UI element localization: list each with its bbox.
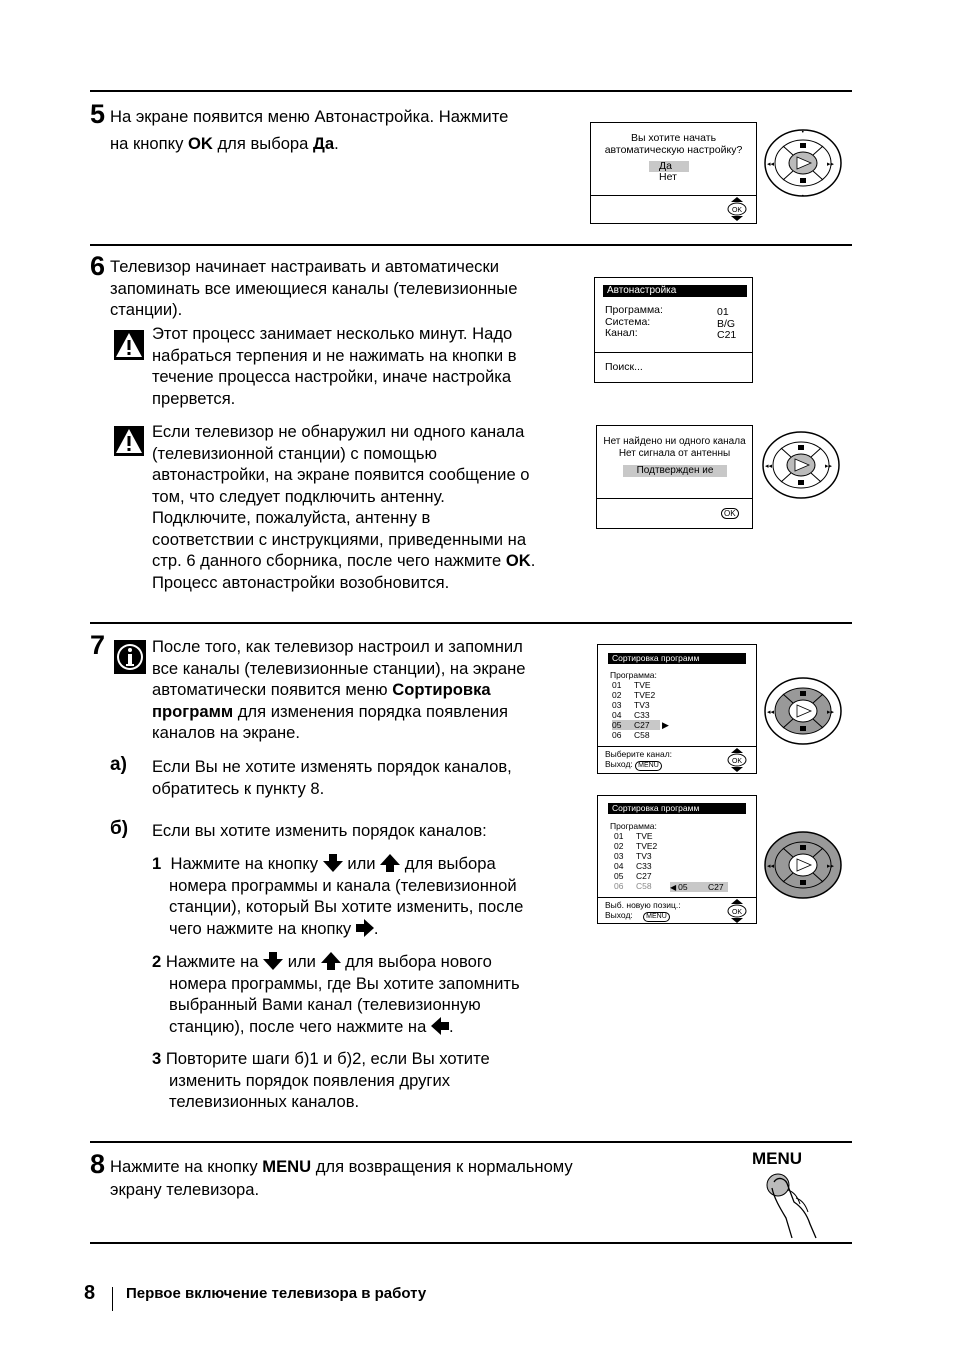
info-icon <box>114 640 146 674</box>
option-b-text: Если вы хотите изменить порядок каналов: <box>152 821 487 840</box>
svg-text:OK: OK <box>731 758 743 765</box>
svg-text:•: • <box>801 129 805 136</box>
option-a-label: а) <box>110 754 127 775</box>
updown-ok-icon <box>727 197 747 221</box>
svg-text:▸▸: ▸▸ <box>827 862 835 870</box>
step-7-info-text: После того, как телевизор настроил и запомнил все каналы (телевизионные станции), на экране автоматически появится меню Сортировка программ для изменения порядка появления каналов на экране. <box>152 637 526 742</box>
bottom-rule <box>90 1242 852 1244</box>
section-rule-7 <box>90 622 852 624</box>
svg-text:▸▸: ▸▸ <box>827 708 835 716</box>
step-8-text: Нажмите на кнопку MENU для возвращения к нормальному экрану телевизора. <box>110 1157 573 1199</box>
footer-title: Первое включение телевизора в работу <box>126 1285 427 1302</box>
step-7-number: 7 <box>90 630 106 660</box>
page-number: 8 <box>84 1282 96 1304</box>
option-a-text: Если Вы не хотите изменять порядок каналов, обратитесь к пункту 8. <box>152 757 512 798</box>
menu-button-label: MENU <box>752 1149 803 1168</box>
arrow-down-icon <box>323 854 343 872</box>
section-rule-6 <box>90 244 852 246</box>
remote-navpad-icon <box>760 672 846 750</box>
svg-text:OK: OK <box>731 207 743 214</box>
svg-text:◂◂: ◂◂ <box>767 708 775 716</box>
top-rule <box>90 90 852 92</box>
arrow-down-icon <box>263 952 283 970</box>
menu-icon: MENU <box>635 761 662 771</box>
svg-text:◂◂: ◂◂ <box>767 862 775 870</box>
step-6-number: 6 <box>90 251 106 281</box>
step-5-text: На экране появится меню Автонастройка. Нажмите на кнопку OK для выбора Да. <box>110 107 509 153</box>
arrow-up-icon <box>380 854 400 872</box>
step-8-number: 8 <box>90 1149 106 1179</box>
step-5-number: 5 <box>90 99 106 129</box>
svg-text:OK: OK <box>731 909 743 916</box>
ok-icon: OK <box>721 508 739 519</box>
option-b-label: б) <box>110 818 129 839</box>
selected-row: 05 C27 ▶ <box>612 720 669 730</box>
footer-divider <box>112 1287 113 1311</box>
arrow-right-icon <box>356 919 374 937</box>
no-signal-screen: Нет найдено ни одного канала Нет сигнала от антенны Подтвержден ие OK <box>596 425 753 529</box>
sort-programs-screen-1: Сортировка программ Программа: 01 TVE 02 TVE2 03 TV3 04 C33 05 C27 ▶ 06 C58 Выберите канал: Выход: MENU OK <box>597 644 757 774</box>
substep-b2: 2 Нажмите на или для выбора нового номера программы, где Вы хотите запомнить выбранный Вами канал (телевизионную станцию), после чего нажмите на . <box>152 952 520 1036</box>
autotune-prompt-screen: Вы хотите начать автоматическую настройку? Да Нет OK <box>590 122 757 224</box>
svg-text:◂◂: ◂◂ <box>765 462 773 470</box>
menu-icon: MENU <box>643 912 670 922</box>
svg-text:▸▸: ▸▸ <box>827 160 835 168</box>
updown-ok-icon <box>727 748 747 772</box>
svg-text:▸▸: ▸▸ <box>825 462 833 470</box>
remote-navpad-icon <box>760 826 846 904</box>
updown-ok-icon <box>727 899 747 923</box>
sort-programs-screen-2: Сортировка программ Программа: 01 TVE 02 TVE2 03 TV3 04 C33 05 C27 06 C58 ◀ 05 C27 Выб. новую позиц.: Выход: MENU OK <box>597 795 757 924</box>
svg-text:◂◂: ◂◂ <box>767 160 775 168</box>
warning-icon <box>114 330 144 360</box>
section-rule-8 <box>90 1141 852 1143</box>
remote-navpad-icon <box>760 124 846 202</box>
option-no: Нет <box>659 171 677 183</box>
warning-2-text: Если телевизор не обнаружил ни одного канала (телевизионной станции) с помощью автонастройки, на экране появится сообщение о том, что следует подключить антенну. Подключите, пожалуйста, антенну в соответствии с инструкциями, приведенными на стр. 6 данного сборника, после чего нажмите OK. Процесс автонастройки возобновится. <box>152 422 536 592</box>
moving-row: ◀ 05 C27 <box>670 882 728 892</box>
svg-text:•: • <box>801 193 805 200</box>
autotune-progress-screen: Автонастройка Программа: Система: Канал: 01 B/G C21 Поиск... <box>594 277 753 383</box>
option-yes: Да <box>659 160 672 172</box>
remote-navpad-icon <box>758 426 844 504</box>
substep-b3: 3 Повторите шаги б)1 и б)2, если Вы хотите изменить порядок появления других телевизионных каналов. <box>152 1049 490 1111</box>
warning-1-text: Этот процесс занимает несколько минут. Надо набраться терпения и не нажимать на кнопки в течение процесса настройки, иначе настройка прервется. <box>152 324 517 408</box>
step-6-text: Телевизор начинает настраивать и автоматически запоминать все имеющиеся каналы (телевизионные станции). <box>110 257 518 319</box>
warning-icon <box>114 426 144 456</box>
arrow-left-icon <box>431 1017 449 1035</box>
finger-press-menu-icon <box>760 1168 822 1240</box>
substep-b1: 1 Нажмите на кнопку или для выбора номера программы и канала (телевизионной станции), который Вы хотите изменить, после чего нажмите на кнопку . <box>152 854 524 938</box>
arrow-up-icon <box>321 952 341 970</box>
